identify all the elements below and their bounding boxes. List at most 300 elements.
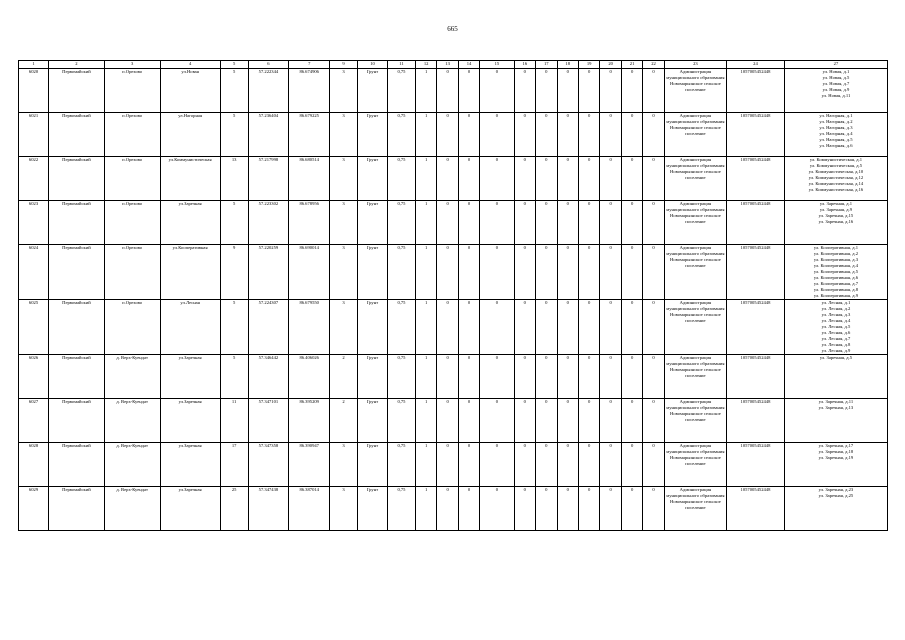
table-cell: Администрация муниципального образования Новомарьинское сельское поселение bbox=[664, 113, 726, 157]
table-cell: 0 bbox=[578, 201, 599, 245]
address-line: ул. Новая, д.9 bbox=[822, 87, 850, 92]
table-cell: Первомайский bbox=[49, 300, 105, 355]
table-cell: 0 bbox=[557, 245, 578, 300]
table-cell: 1057005452448 bbox=[726, 113, 784, 157]
address-line: ул. Коммунистическая, д.5 bbox=[809, 163, 863, 168]
table-row bbox=[19, 201, 888, 245]
table-cell: 1057005452448 bbox=[726, 355, 784, 399]
table-cell: 0 bbox=[480, 69, 514, 113]
table-cell: Грунт bbox=[357, 443, 387, 487]
table-cell: 17 bbox=[220, 443, 248, 487]
table-cell: 0 bbox=[578, 487, 599, 531]
table-cell: 0 bbox=[621, 399, 642, 443]
table-cell: 0 bbox=[536, 355, 557, 399]
address-list-cell bbox=[784, 487, 887, 531]
table-cell: 1057005452448 bbox=[726, 300, 784, 355]
table-cell: 0 bbox=[557, 355, 578, 399]
table-cell: 0 bbox=[480, 487, 514, 531]
table-cell: 1 bbox=[415, 487, 436, 531]
table-cell: 0 bbox=[600, 355, 621, 399]
table-cell: 1057005452448 bbox=[726, 487, 784, 531]
table-cell: 0 bbox=[536, 245, 557, 300]
table-cell: 0 bbox=[600, 300, 621, 355]
column-header: 19 bbox=[578, 61, 599, 69]
table-cell: 57.347101 bbox=[248, 399, 289, 443]
table-cell: 86.679225 bbox=[289, 113, 330, 157]
table-cell: 57.346442 bbox=[248, 355, 289, 399]
table-cell: 0 bbox=[458, 245, 479, 300]
column-header: 20 bbox=[600, 61, 621, 69]
table-cell: 0 bbox=[600, 201, 621, 245]
table-cell: Грунт bbox=[357, 157, 387, 201]
table-cell: 0 bbox=[480, 157, 514, 201]
address-line: ул. Кооперативная, д.9 bbox=[813, 293, 859, 298]
table-cell: 0 bbox=[480, 443, 514, 487]
table-cell: 1 bbox=[415, 443, 436, 487]
table-cell: 1057005452448 bbox=[726, 443, 784, 487]
table-cell: 0 bbox=[600, 487, 621, 531]
table-cell: 0 bbox=[557, 300, 578, 355]
table-cell: 86.390947 bbox=[289, 443, 330, 487]
table-cell: 0 bbox=[536, 157, 557, 201]
table-cell: 86.690014 bbox=[289, 245, 330, 300]
table-cell: Грунт bbox=[357, 399, 387, 443]
table-cell: 0 bbox=[578, 399, 599, 443]
table-cell: 0 bbox=[458, 201, 479, 245]
table-cell: п.Орехово bbox=[104, 69, 160, 113]
address-line: ул. Заречная, д.15 bbox=[818, 213, 854, 218]
address-line: ул. Лесная, д.7 bbox=[821, 336, 851, 341]
table-cell: 0 bbox=[600, 157, 621, 201]
table-row bbox=[19, 69, 888, 113]
table-cell: 0 bbox=[643, 355, 664, 399]
table-cell: 0 bbox=[600, 399, 621, 443]
table-cell: ул.Кооперативная bbox=[160, 245, 220, 300]
table-cell: п.Орехово bbox=[104, 300, 160, 355]
table-cell: 0 bbox=[437, 157, 458, 201]
table-cell: 0 bbox=[643, 201, 664, 245]
table-cell: 0 bbox=[458, 69, 479, 113]
address-line: ул. Заречная, д.11 bbox=[818, 399, 854, 404]
table-cell: 1 bbox=[415, 245, 436, 300]
table-cell: Первомайский bbox=[49, 355, 105, 399]
address-line: ул. Новая, д.1 bbox=[822, 69, 850, 74]
address-list-cell bbox=[784, 300, 887, 355]
column-header: 4 bbox=[160, 61, 220, 69]
table-cell: д. Верх-Куендат bbox=[104, 399, 160, 443]
table-cell: 0 bbox=[621, 300, 642, 355]
address-line: ул. Коммунистическая, д.14 bbox=[808, 181, 864, 186]
address-line: ул. Заречная, д.23 bbox=[818, 487, 854, 492]
table-cell: 57.347358 bbox=[248, 443, 289, 487]
table-cell: 0 bbox=[437, 113, 458, 157]
table-cell: 0 bbox=[437, 355, 458, 399]
table-cell: 0 bbox=[557, 443, 578, 487]
table-cell: 57.220259 bbox=[248, 245, 289, 300]
table-cell: 1 bbox=[415, 69, 436, 113]
table-cell: 0 bbox=[643, 443, 664, 487]
table-cell: д. Верх-Куендат bbox=[104, 487, 160, 531]
table-cell: 11 bbox=[220, 399, 248, 443]
address-list-cell bbox=[784, 157, 887, 201]
registry-table bbox=[18, 60, 888, 531]
column-header: 21 bbox=[621, 61, 642, 69]
table-cell: 0 bbox=[437, 399, 458, 443]
table-cell: 0 bbox=[480, 399, 514, 443]
table-cell: 6023 bbox=[19, 201, 49, 245]
table-cell: Грунт bbox=[357, 201, 387, 245]
table-cell: д. Верх-Куендат bbox=[104, 355, 160, 399]
table-cell: 0,75 bbox=[388, 300, 416, 355]
address-line: ул. Заречная, д.18 bbox=[818, 449, 854, 454]
table-cell: Первомайский bbox=[49, 487, 105, 531]
table-cell: 86.679550 bbox=[289, 300, 330, 355]
table-row bbox=[19, 245, 888, 300]
column-header: 13 bbox=[437, 61, 458, 69]
table-cell: 1057005452448 bbox=[726, 157, 784, 201]
table-cell: 1 bbox=[415, 201, 436, 245]
table-cell: 57.224307 bbox=[248, 300, 289, 355]
table-cell: 3 bbox=[330, 487, 358, 531]
table-cell: 57.222344 bbox=[248, 69, 289, 113]
address-line: ул. Заречная, д.19 bbox=[818, 455, 854, 460]
table-cell: Первомайский bbox=[49, 113, 105, 157]
table-cell: 0 bbox=[643, 399, 664, 443]
table-cell: 86.674906 bbox=[289, 69, 330, 113]
table-cell: 3 bbox=[330, 245, 358, 300]
column-header: 7 bbox=[289, 61, 330, 69]
table-cell: ул.Заречная bbox=[160, 443, 220, 487]
table-cell: 0 bbox=[643, 245, 664, 300]
table-cell: 3 bbox=[330, 300, 358, 355]
address-line: ул. Нагорная, д.5 bbox=[819, 137, 853, 142]
column-header: 24 bbox=[726, 61, 784, 69]
table-cell: Грунт bbox=[357, 300, 387, 355]
table-cell: 1057005452448 bbox=[726, 399, 784, 443]
table-cell: ул.Заречная bbox=[160, 201, 220, 245]
table-cell: 5 bbox=[220, 113, 248, 157]
table-cell: 6026 bbox=[19, 355, 49, 399]
table-cell: 0,75 bbox=[388, 113, 416, 157]
table-cell: 0 bbox=[514, 355, 535, 399]
table-cell: 0 bbox=[536, 113, 557, 157]
table-cell: 1 bbox=[415, 300, 436, 355]
page-number: 665 bbox=[447, 25, 458, 33]
address-line: ул. Заречная, д.13 bbox=[818, 405, 854, 410]
address-line: ул. Кооперативная, д.1 bbox=[813, 245, 859, 250]
column-header: 23 bbox=[664, 61, 726, 69]
column-header: 6 bbox=[248, 61, 289, 69]
table-cell: 0 bbox=[621, 201, 642, 245]
address-list-cell bbox=[784, 245, 887, 300]
table-cell: п.Орехово bbox=[104, 157, 160, 201]
address-line: ул. Коммунистическая, д.12 bbox=[808, 175, 864, 180]
address-line: ул. Новая, д.11 bbox=[821, 93, 851, 98]
table-cell: 0,75 bbox=[388, 487, 416, 531]
address-line: ул. Лесная, д.2 bbox=[821, 306, 851, 311]
table-cell: Грунт bbox=[357, 355, 387, 399]
column-header: 11 bbox=[388, 61, 416, 69]
table-row bbox=[19, 157, 888, 201]
table-cell: 0 bbox=[600, 69, 621, 113]
table-cell: 0 bbox=[643, 487, 664, 531]
table-cell: Первомайский bbox=[49, 443, 105, 487]
table-cell: 0 bbox=[514, 300, 535, 355]
address-line: ул. Кооперативная, д.5 bbox=[813, 269, 859, 274]
table-cell: 0 bbox=[514, 113, 535, 157]
table-cell: 5 bbox=[220, 69, 248, 113]
table-cell: 0 bbox=[514, 487, 535, 531]
table-cell: ул.Заречная bbox=[160, 487, 220, 531]
table-cell: 0 bbox=[536, 201, 557, 245]
table-cell: 0 bbox=[458, 399, 479, 443]
table-cell: 0 bbox=[578, 245, 599, 300]
address-list-cell bbox=[784, 201, 887, 245]
table-row bbox=[19, 443, 888, 487]
table-cell: 5 bbox=[220, 355, 248, 399]
address-line: ул. Кооперативная, д.2 bbox=[813, 251, 859, 256]
address-list-cell bbox=[784, 355, 887, 399]
table-cell: 1 bbox=[415, 157, 436, 201]
table-cell: 3 bbox=[330, 201, 358, 245]
table-cell: Первомайский bbox=[49, 245, 105, 300]
address-line: ул. Лесная, д.6 bbox=[821, 330, 851, 335]
table-cell: 0,75 bbox=[388, 69, 416, 113]
table-cell: 5 bbox=[220, 201, 248, 245]
address-line: ул. Лесная, д.8 bbox=[821, 342, 851, 347]
address-list-cell bbox=[784, 399, 887, 443]
table-cell: 0,75 bbox=[388, 355, 416, 399]
table-cell: 0 bbox=[557, 157, 578, 201]
table-cell: 0 bbox=[621, 113, 642, 157]
table-cell: Администрация муниципального образования Новомарьинское сельское поселение bbox=[664, 157, 726, 201]
table-cell: 0,75 bbox=[388, 443, 416, 487]
table-cell: 0 bbox=[557, 399, 578, 443]
table-cell: Грунт bbox=[357, 487, 387, 531]
table-cell: п.Орехово bbox=[104, 201, 160, 245]
table-cell: 0 bbox=[643, 300, 664, 355]
table-cell: ул.Заречная bbox=[160, 399, 220, 443]
address-line: ул. Лесная, д.5 bbox=[821, 324, 851, 329]
table-cell: 57.217998 bbox=[248, 157, 289, 201]
table-cell: 86.395209 bbox=[289, 399, 330, 443]
table-cell: 13 bbox=[220, 157, 248, 201]
table-cell: 0 bbox=[458, 487, 479, 531]
table-cell: 0 bbox=[536, 399, 557, 443]
address-line: ул. Кооперативная, д.7 bbox=[813, 281, 859, 286]
table-cell: Администрация муниципального образования Новомарьинское сельское поселение bbox=[664, 69, 726, 113]
table-cell: 0 bbox=[578, 157, 599, 201]
table-cell: 0 bbox=[514, 201, 535, 245]
column-header: 17 bbox=[536, 61, 557, 69]
table-cell: 1057005452448 bbox=[726, 245, 784, 300]
column-header: 22 bbox=[643, 61, 664, 69]
table-cell: 6029 bbox=[19, 487, 49, 531]
table-cell: п.Орехово bbox=[104, 113, 160, 157]
table-cell: Первомайский bbox=[49, 157, 105, 201]
table-cell: 0,75 bbox=[388, 399, 416, 443]
address-line: ул. Кооперативная, д.3 bbox=[813, 257, 859, 262]
table-cell: 0 bbox=[557, 69, 578, 113]
table-cell: 5 bbox=[220, 300, 248, 355]
address-line: ул. Коммунистическая, д.1 bbox=[809, 157, 863, 162]
table-cell: 6027 bbox=[19, 399, 49, 443]
table-cell: 6020 bbox=[19, 69, 49, 113]
address-line: ул. Нагорная, д.1 bbox=[819, 113, 853, 118]
table-cell: 86.387014 bbox=[289, 487, 330, 531]
table-cell: 0 bbox=[557, 487, 578, 531]
address-line: ул. Коммунистическая, д.10 bbox=[808, 169, 864, 174]
table-row bbox=[19, 300, 888, 355]
table-cell: 0 bbox=[458, 157, 479, 201]
table-row bbox=[19, 113, 888, 157]
table-cell: 0 bbox=[437, 487, 458, 531]
table-cell: 0 bbox=[643, 113, 664, 157]
table-cell: 3 bbox=[330, 113, 358, 157]
table-cell: 86.678956 bbox=[289, 201, 330, 245]
column-header: 10 bbox=[357, 61, 387, 69]
table-cell: 0 bbox=[536, 487, 557, 531]
address-line: ул. Заречная, д.16 bbox=[818, 219, 854, 224]
column-header: 3 bbox=[104, 61, 160, 69]
table-cell: 0 bbox=[557, 201, 578, 245]
table-cell: ул.Лесная bbox=[160, 300, 220, 355]
table-cell: 6022 bbox=[19, 157, 49, 201]
table-row bbox=[19, 355, 888, 399]
table-cell: ул.Нагорная bbox=[160, 113, 220, 157]
table-cell: 0 bbox=[536, 69, 557, 113]
table-cell: 0 bbox=[514, 245, 535, 300]
table-cell: ул.Коммунистическая bbox=[160, 157, 220, 201]
table-cell: 0 bbox=[557, 113, 578, 157]
header-row bbox=[19, 61, 888, 69]
table-cell: 6025 bbox=[19, 300, 49, 355]
address-line: ул. Новая, д.7 bbox=[822, 81, 850, 86]
table-cell: 3 bbox=[330, 443, 358, 487]
table-cell: 0 bbox=[480, 245, 514, 300]
address-line: ул. Нагорная, д.4 bbox=[819, 131, 853, 136]
table-cell: 0 bbox=[578, 300, 599, 355]
table-cell: 0 bbox=[621, 245, 642, 300]
column-header: 14 bbox=[458, 61, 479, 69]
address-line: ул. Коммунистическая, д.16 bbox=[808, 187, 864, 192]
table-cell: 86.680514 bbox=[289, 157, 330, 201]
address-line: ул. Нагорная, д.2 bbox=[819, 119, 853, 124]
table-cell: 3 bbox=[330, 69, 358, 113]
table-cell: 0 bbox=[458, 443, 479, 487]
column-header: 15 bbox=[480, 61, 514, 69]
address-line: ул. Лесная, д.3 bbox=[821, 312, 851, 317]
table-cell: Первомайский bbox=[49, 399, 105, 443]
address-line: ул. Новая, д.5 bbox=[822, 75, 850, 80]
table-cell: 0 bbox=[437, 443, 458, 487]
table-cell: ул.Новая bbox=[160, 69, 220, 113]
address-line: ул. Заречная, д.1 bbox=[819, 201, 853, 206]
address-line: ул. Нагорная, д.3 bbox=[819, 125, 853, 130]
table-cell: 0 bbox=[643, 157, 664, 201]
table-cell: 6021 bbox=[19, 113, 49, 157]
table-cell: 0 bbox=[480, 201, 514, 245]
column-header: 16 bbox=[514, 61, 535, 69]
address-line: ул. Кооперативная, д.8 bbox=[813, 287, 859, 292]
address-list-cell bbox=[784, 113, 887, 157]
table-cell: 1057005452448 bbox=[726, 69, 784, 113]
table-cell: 1057005452448 bbox=[726, 201, 784, 245]
table-cell: 0 bbox=[578, 69, 599, 113]
column-header: 5 bbox=[220, 61, 248, 69]
table-cell: 0 bbox=[480, 300, 514, 355]
table-cell: 6024 bbox=[19, 245, 49, 300]
table-cell: Администрация муниципального образования Новомарьинское сельское поселение bbox=[664, 443, 726, 487]
table-cell: 0 bbox=[514, 69, 535, 113]
table-cell: 6028 bbox=[19, 443, 49, 487]
table-cell: Грунт bbox=[357, 245, 387, 300]
table-cell: 0 bbox=[578, 443, 599, 487]
table-cell: 0 bbox=[480, 355, 514, 399]
table-cell: 0 bbox=[514, 157, 535, 201]
address-line: ул. Лесная, д.4 bbox=[821, 318, 851, 323]
table-cell: 0 bbox=[621, 157, 642, 201]
address-line: ул. Кооперативная, д.6 bbox=[813, 275, 859, 280]
address-line: ул. Заречная, д.25 bbox=[818, 493, 854, 498]
table-cell: 0 bbox=[437, 300, 458, 355]
table-cell: 2 bbox=[330, 399, 358, 443]
table-cell: 0 bbox=[578, 355, 599, 399]
table-cell: 0 bbox=[458, 300, 479, 355]
table-cell: п.Орехово bbox=[104, 245, 160, 300]
table-cell: ул.Заречная bbox=[160, 355, 220, 399]
table-cell: 0 bbox=[621, 355, 642, 399]
table-cell: Грунт bbox=[357, 69, 387, 113]
table-cell: 25 bbox=[220, 487, 248, 531]
address-line: ул. Заречная, д.9 bbox=[819, 207, 853, 212]
table-cell: Администрация муниципального образования Новомарьинское сельское поселение bbox=[664, 399, 726, 443]
table-cell: 0 bbox=[600, 113, 621, 157]
table-cell: Администрация муниципального образования Новомарьинское сельское поселение bbox=[664, 300, 726, 355]
table-cell: 0 bbox=[536, 443, 557, 487]
table-cell: 0 bbox=[643, 69, 664, 113]
column-header: 18 bbox=[557, 61, 578, 69]
table-cell: 0 bbox=[621, 69, 642, 113]
address-line: ул. Нагорная, д.6 bbox=[819, 143, 853, 148]
table-cell: 0 bbox=[437, 245, 458, 300]
table-cell: 3 bbox=[330, 157, 358, 201]
table-cell: 0 bbox=[600, 245, 621, 300]
table-cell: 0,75 bbox=[388, 245, 416, 300]
column-header: 12 bbox=[415, 61, 436, 69]
address-line: ул. Кооперативная, д.4 bbox=[813, 263, 859, 268]
table-cell: 0 bbox=[536, 300, 557, 355]
address-list-cell bbox=[784, 69, 887, 113]
table-cell: д. Верх-Куендат bbox=[104, 443, 160, 487]
column-header: 9 bbox=[330, 61, 358, 69]
table-cell: 0,75 bbox=[388, 157, 416, 201]
table-cell: Первомайский bbox=[49, 69, 105, 113]
table-cell: Администрация муниципального образования Новомарьинское сельское поселение bbox=[664, 355, 726, 399]
table-cell: 9 bbox=[220, 245, 248, 300]
table-cell: 0 bbox=[621, 487, 642, 531]
column-header: 2 bbox=[49, 61, 105, 69]
table-cell: 0 bbox=[458, 355, 479, 399]
address-line: ул. Лесная, д.9 bbox=[821, 348, 851, 353]
table-cell: 0 bbox=[621, 443, 642, 487]
table-cell: 0 bbox=[514, 443, 535, 487]
table-cell: 1 bbox=[415, 399, 436, 443]
table-cell: Администрация муниципального образования Новомарьинское сельское поселение bbox=[664, 245, 726, 300]
table-cell: 1 bbox=[415, 355, 436, 399]
column-header: 1 bbox=[19, 61, 49, 69]
table-cell: 57.223302 bbox=[248, 201, 289, 245]
